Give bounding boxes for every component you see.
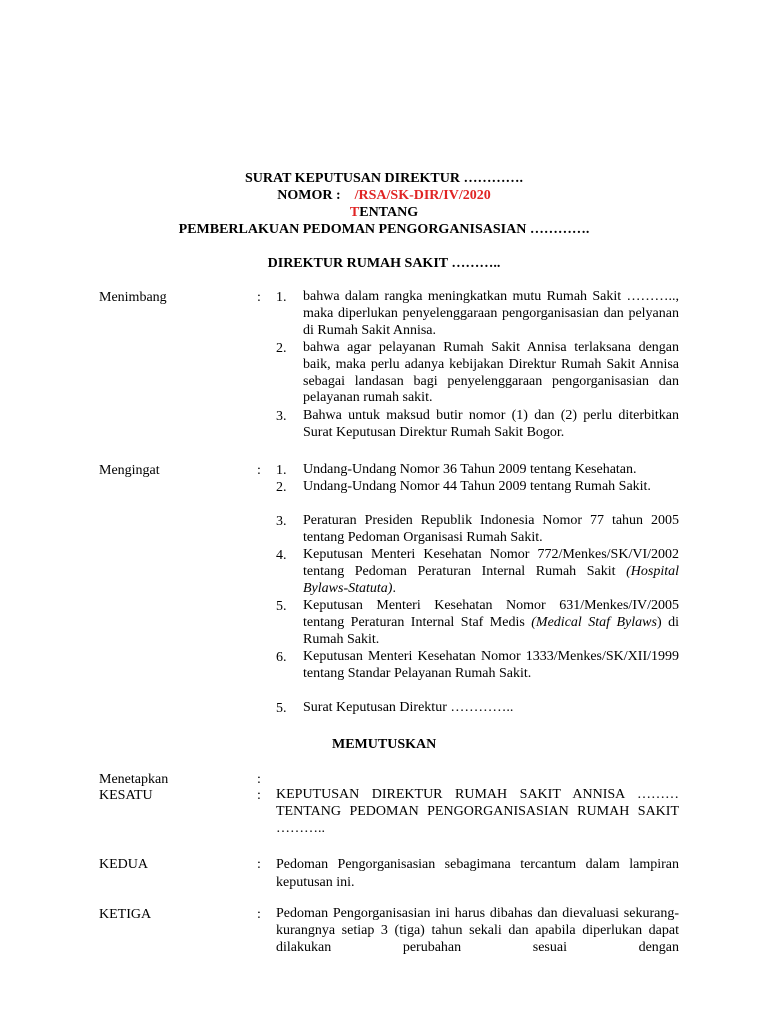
mengingat-item-4-text: Keputusan Menteri Kesehatan Nomor 772/Menkes/SK/VI/2002 tentang Pedoman Peraturan Internal Rumah Sakit bbox=[303, 547, 679, 579]
mengingat-num-2: 2. bbox=[276, 480, 287, 495]
kedua-label: KEDUA bbox=[99, 857, 148, 872]
kedua-colon: : bbox=[257, 857, 261, 872]
ketiga-colon: : bbox=[257, 907, 261, 922]
menimbang-item-2: bahwa agar pelayanan Rumah Sakit Annisa terlaksana dengan baik, maka perlu adanya kebijakan Direktur Rumah Sakit Annisa sebagai landasan bagi penyelenggaraan pengorganisasian dan pelayanan rumah sakit. bbox=[303, 340, 679, 406]
mengingat-num-7: 5. bbox=[276, 701, 287, 716]
menimbang-num-3: 3. bbox=[276, 409, 287, 424]
menimbang-item-3: Bahwa untuk maksud butir nomor (1) dan (2) perlu diterbitkan Surat Keputusan Direktur Rumah Sakit Bogor. bbox=[303, 408, 679, 440]
menimbang-colon: : bbox=[257, 290, 261, 305]
mengingat-item-5-text: Keputusan Menteri Kesehatan Nomor 631/Menkes/IV/2005 tentang Peraturan Internal Staf Medis bbox=[303, 598, 679, 630]
mengingat-label: Mengingat bbox=[99, 463, 160, 478]
ketiga-text: Pedoman Pengorganisasian ini harus dibahas dan dievaluasi sekurang-kurangnya setiap 3 (tiga) tahun sekali dan apabila diperlukan dapat dilakukan perubahan sesuai dengan bbox=[276, 906, 679, 955]
kesatu-label: KESATU bbox=[99, 788, 153, 803]
tentang-rest: ENTANG bbox=[359, 205, 419, 220]
direktur-line: DIREKTUR RUMAH SAKIT ……….. bbox=[267, 256, 501, 271]
kesatu-colon: : bbox=[257, 788, 261, 803]
menetapkan-colon: : bbox=[257, 772, 261, 787]
mengingat-item-5-italic: (Medical Staf Bylaws bbox=[531, 614, 657, 630]
menimbang-num-1: 1. bbox=[276, 290, 287, 305]
mengingat-item-2: Undang-Undang Nomor 44 Tahun 2009 tentang Rumah Sakit. bbox=[303, 479, 651, 494]
memutuskan-heading: MEMUTUSKAN bbox=[332, 737, 437, 752]
mengingat-num-6: 6. bbox=[276, 650, 287, 665]
mengingat-item-7: Surat Keputusan Direktur ………….. bbox=[303, 700, 514, 715]
menimbang-num-2: 2. bbox=[276, 341, 287, 356]
mengingat-item-4-end: . bbox=[392, 580, 396, 596]
mengingat-item-4-italic: (Hospital Bylaws-Statuta) bbox=[303, 563, 679, 596]
nomor-line bbox=[0, 187, 768, 204]
mengingat-item-5-end: ) di Rumah Sakit. bbox=[303, 614, 679, 647]
nomor-label: NOMOR : bbox=[277, 188, 341, 203]
menimbang-item-1: bahwa dalam rangka meningkatkan mutu Rumah Sakit ……….., maka diperlukan penyelenggaraan pengorganisasian dan pelyanan di Rumah Sakit Annisa. bbox=[303, 289, 679, 338]
kesatu-text: KEPUTUSAN DIREKTUR RUMAH SAKIT ANNISA ……… TENTANG PEDOMAN PENGORGANISASIAN RUMAH SAKIT ……….. bbox=[276, 787, 679, 836]
menimbang-label: Menimbang bbox=[99, 290, 167, 305]
ketiga-label: KETIGA bbox=[99, 907, 152, 922]
kedua-text: Pedoman Pengorganisasian sebagimana tercantum dalam lampiran keputusan ini. bbox=[276, 857, 679, 890]
mengingat-item-3: Peraturan Presiden Republik Indonesia Nomor 77 tahun 2005 tentang Pedoman Organisasi Rumah Sakit. bbox=[303, 513, 679, 545]
mengingat-num-3: 3. bbox=[276, 514, 287, 529]
tentang-line bbox=[0, 204, 768, 221]
mengingat-item-5 bbox=[303, 598, 679, 648]
mengingat-colon: : bbox=[257, 463, 261, 478]
menetapkan-label: Menetapkan bbox=[99, 772, 169, 787]
mengingat-num-5: 5. bbox=[276, 599, 287, 614]
mengingat-item-4 bbox=[303, 547, 679, 597]
mengingat-num-1: 1. bbox=[276, 463, 287, 478]
mengingat-item-6: Keputusan Menteri Kesehatan Nomor 1333/Menkes/SK/XII/1999 tentang Standar Pelayanan Rumah Sakit. bbox=[303, 649, 679, 681]
tentang-first-letter: T bbox=[349, 205, 360, 220]
mengingat-item-1: Undang-Undang Nomor 36 Tahun 2009 tentang Kesehatan. bbox=[303, 462, 637, 477]
subject-line: PEMBERLAKUAN PEDOMAN PENGORGANISASIAN …………. bbox=[178, 222, 590, 237]
doc-title: SURAT KEPUTUSAN DIREKTUR …………. bbox=[245, 171, 523, 186]
nomor-value: /RSA/SK-DIR/IV/2020 bbox=[354, 188, 491, 203]
mengingat-num-4: 4. bbox=[276, 548, 287, 563]
